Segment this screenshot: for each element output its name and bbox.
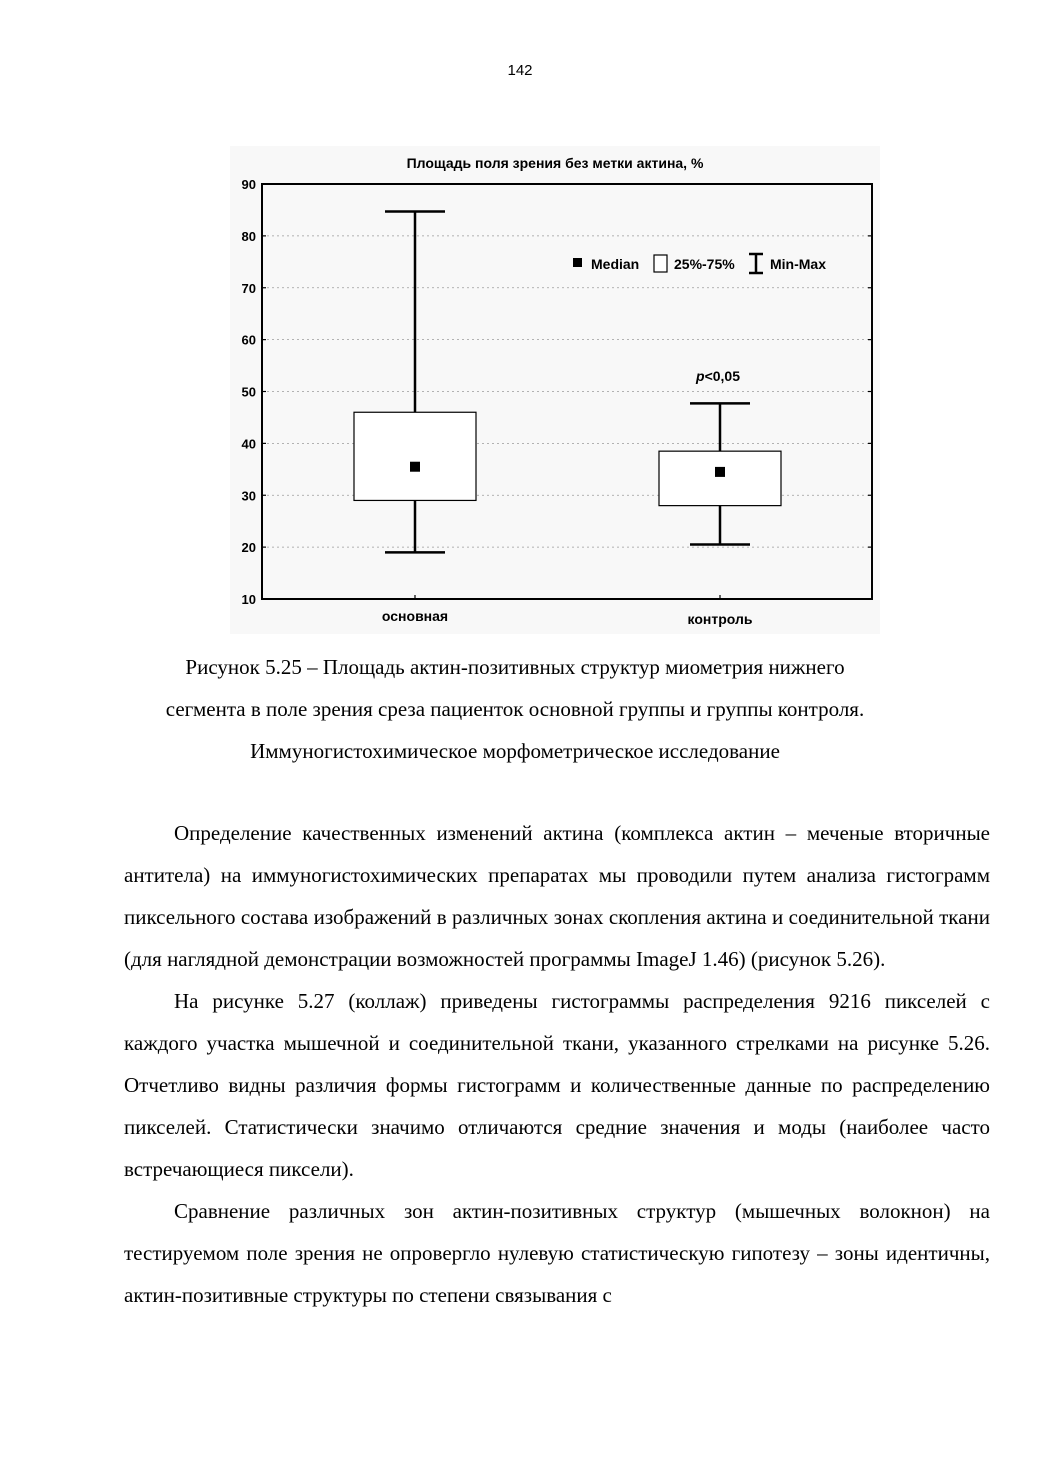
p-value-annotation	[695, 368, 740, 384]
chart-title: Площадь поля зрения без метки актина, %	[406, 155, 704, 171]
boxplot-chart	[230, 146, 880, 634]
y-tick-label: 50	[241, 384, 256, 400]
median-marker	[715, 467, 725, 477]
y-tick-label: 60	[241, 332, 256, 348]
paragraph-3: Сравнение различных зон актин-позитивных структур (мышечных волокнон) на тестируемом поле зрения не опровергло нулевую статистическую гипотезу – зоны идентичны, актин-позитивные структуры по степени связывания с	[124, 1199, 990, 1307]
y-tick-label: 10	[241, 592, 256, 607]
x-tick-label: контроль	[687, 611, 753, 627]
y-tick-label: 40	[241, 436, 256, 452]
median-marker	[410, 462, 420, 472]
chart-background	[230, 146, 880, 634]
legend-median-marker	[573, 258, 582, 267]
p-value-italic: p	[696, 368, 705, 384]
quartile-box	[354, 412, 476, 500]
y-tick-label: 30	[241, 488, 256, 504]
quartile-box	[659, 451, 781, 505]
caption-line-2: сегмента в поле зрения среза пациенток основной группы и группы контроля.	[165, 697, 865, 721]
legend	[573, 254, 826, 273]
legend-minmax-label: Min-Max	[770, 256, 826, 272]
y-tick-label: 90	[241, 177, 256, 192]
figure-caption	[120, 646, 910, 772]
x-tick-label: основная	[381, 608, 449, 624]
y-tick-label: 20	[241, 540, 256, 556]
chart-svg	[230, 146, 880, 634]
caption-line-1: Рисунок 5.25 – Площадь актин-позитивных структур миометрия нижнего	[185, 655, 845, 679]
legend-median-label: Median	[591, 256, 640, 272]
y-tick-label: 70	[241, 280, 256, 296]
legend-quartile-label: 25%-75%	[674, 256, 735, 272]
paragraph-2: На рисунке 5.27 (коллаж) приведены гистограммы распределения 9216 пикселей с каждого участка мышечной и соединительной ткани, указанного стрелками на рисунке 5.26. Отчетливо видны различия формы гистограмм и количественные данные по распределению пикселей. Статистически значимо отличаются средние значения и моды (наиболее часто встречающиеся пиксели).	[124, 989, 990, 1181]
paragraph-1: Определение качественных изменений актина (комплекса актин – меченые вторичные антитела) на иммуногистохимических препаратах мы проводили путем анализа гистограмм пиксельного состава изображений в различных зонах скопления актина и соединительной ткани (для наглядной демонстрации возможностей программы ImageJ 1.46) (рисунок 5.26).	[124, 821, 990, 971]
page-number: 142	[507, 62, 533, 79]
y-tick-label: 80	[241, 228, 256, 244]
caption-line-3: Иммуногистохимическое морфометрическое исследование	[250, 739, 780, 763]
body-text	[124, 812, 990, 1316]
legend-quartile-box	[654, 255, 667, 272]
p-value-text: <0,05	[704, 368, 740, 384]
